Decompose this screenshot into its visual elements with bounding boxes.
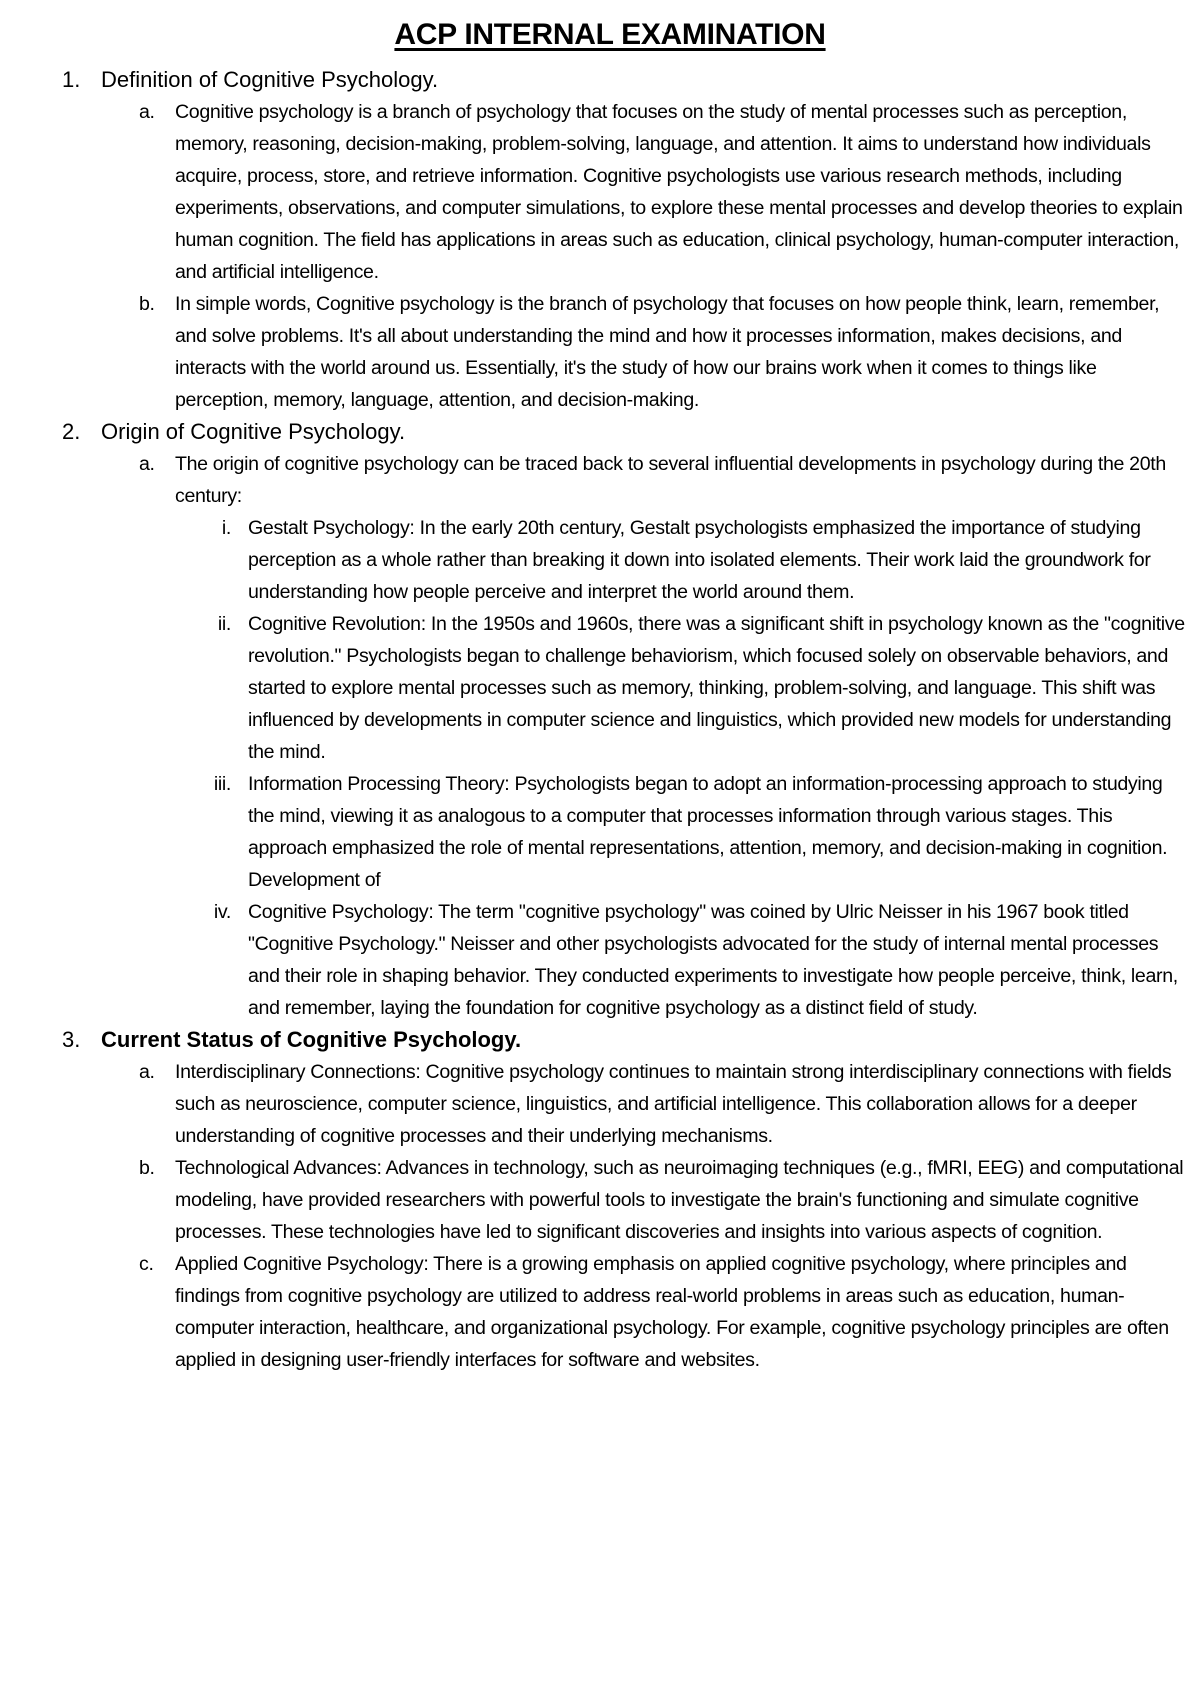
sub-item-marker: i.: [221, 517, 231, 539]
item-text: Technological Advances: Advances in technology, such as neuroimaging techniques (e.g., fMRI, EEG) and computational modeling, have provided researchers with powerful tools to investigate the brain's functioning and simulate cognitive processes. These technologies have led to significant discoveries and insights into various aspects of cognition.: [175, 1157, 1184, 1243]
item-text: Applied Cognitive Psychology: There is a growing emphasis on applied cognitive psychology, where principles and findings from cognitive psychology are utilized to address real-world problems in areas such as education, human-computer interaction, healthcare, and organizational psychology. For example, cognitive psychology principles are often applied in designing user-friendly interfaces for software and websites.: [175, 1253, 1169, 1371]
section-definition: [0, 64, 1200, 416]
section-heading: [0, 64, 1200, 96]
list-item: [0, 1056, 1200, 1152]
section-heading-text: Definition of Cognitive Psychology.: [101, 67, 439, 92]
item-text: In simple words, Cognitive psychology is the branch of psychology that focuses on how people think, learn, remember, and solve problems. It's all about understanding the mind and how it processes information, makes decisions, and interacts with the world around us. Essentially, it's the study of how our brains work when it comes to things like perception, memory, language, attention, and decision-making.: [175, 293, 1160, 411]
item-text: The origin of cognitive psychology can be traced back to several influential developments in psychology during the 20th century:: [175, 453, 1166, 507]
page-title: ACP INTERNAL EXAMINATION: [394, 18, 826, 51]
sub-item-marker: iii.: [213, 773, 231, 795]
section-heading-text: Origin of Cognitive Psychology.: [101, 419, 406, 444]
item-marker: a.: [139, 101, 155, 123]
item-text: Cognitive psychology is a branch of psychology that focuses on the study of mental processes such as perception, memory, reasoning, decision-making, problem-solving, language, and attention. It aims to understand how individuals acquire, process, store, and retrieve information. Cognitive psychologists use various research methods, including experiments, observations, and computer simulations, to explore these mental processes and develop theories to explain human cognition. The field has applications in areas such as education, clinical psychology, human-computer interaction, and artificial intelligence.: [175, 101, 1183, 283]
item-marker: b.: [139, 293, 155, 315]
list-item: [0, 96, 1200, 288]
item-marker: a.: [139, 453, 155, 475]
sub-item-text: Information Processing Theory: Psychologists began to adopt an information-processing approach to studying the mind, viewing it as analogous to a computer that processes information through various stages. This approach emphasized the role of mental representations, attention, memory, and decision-making in cognition. Development of: [248, 773, 1168, 891]
list-item: [0, 1152, 1200, 1248]
sub-list-item: [0, 768, 1200, 896]
sub-item-text: Cognitive Psychology: The term "cognitive psychology" was coined by Ulric Neisser in his 1967 book titled "Cognitive Psychology." Neisser and other psychologists advocated for the study of internal mental processes and their role in shaping behavior. They conducted experiments to investigate how people perceive, think, learn, and remember, laying the foundation for cognitive psychology as a distinct field of study.: [248, 901, 1178, 1019]
section-heading: [0, 1024, 1200, 1056]
section-number: 1.: [62, 67, 81, 92]
section-number: 3.: [62, 1027, 81, 1052]
sub-item-marker: ii.: [217, 613, 231, 635]
item-text: Interdisciplinary Connections: Cognitive psychology continues to maintain strong interdisciplinary connections with fields such as neuroscience, computer science, linguistics, and artificial intelligence. This collaboration allows for a deeper understanding of cognitive processes and their underlying mechanisms.: [175, 1061, 1172, 1147]
section-number: 2.: [62, 419, 81, 444]
section-heading: [0, 416, 1200, 448]
sub-list-item: [0, 896, 1200, 1024]
list-item: [0, 1248, 1200, 1376]
section-heading-text: Current Status of Cognitive Psychology.: [101, 1027, 522, 1052]
sub-item-text: Gestalt Psychology: In the early 20th century, Gestalt psychologists emphasized the importance of studying perception as a whole rather than breaking it down into isolated elements. Their work laid the groundwork for understanding how people perceive and interpret the world around them.: [248, 517, 1151, 603]
sub-list-item: [0, 608, 1200, 768]
list-item: [0, 288, 1200, 416]
list-item: [0, 448, 1200, 512]
sub-list-item: [0, 512, 1200, 608]
section-current-status: [0, 1024, 1200, 1376]
sub-item-text: Cognitive Revolution: In the 1950s and 1960s, there was a significant shift in psychology known as the "cognitive revolution." Psychologists began to challenge behaviorism, which focused solely on observable behaviors, and started to explore mental processes such as memory, thinking, problem-solving, and language. This shift was influenced by developments in computer science and linguistics, which provided new models for understanding the mind.: [248, 613, 1185, 763]
section-origin: [0, 416, 1200, 1024]
item-marker: c.: [139, 1253, 154, 1275]
item-marker: b.: [139, 1157, 155, 1179]
sub-item-marker: iv.: [213, 901, 231, 923]
item-marker: a.: [139, 1061, 155, 1083]
